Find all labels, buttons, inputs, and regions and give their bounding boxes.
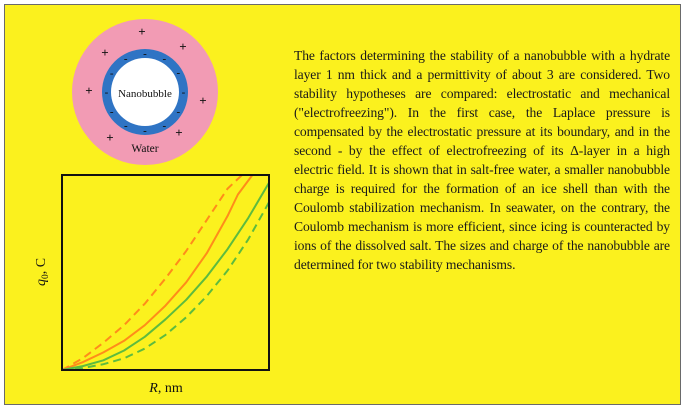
negative-charge-symbol: -	[123, 53, 128, 66]
series-line-3	[62, 183, 269, 370]
graphical-abstract-panel	[4, 4, 681, 405]
positive-charge-symbol: +	[138, 24, 146, 39]
negative-charge-symbol: -	[104, 86, 109, 99]
positive-charge-symbol: +	[106, 130, 114, 145]
y-axis-label	[34, 258, 51, 286]
negative-charge-symbol: -	[143, 125, 147, 137]
water-label: Water	[131, 143, 159, 155]
positive-charge-symbol: +	[85, 83, 93, 98]
negative-charge-symbol: -	[176, 67, 181, 80]
positive-charge-symbol: +	[175, 125, 183, 140]
negative-charge-symbol: -	[162, 119, 167, 132]
negative-charge-symbol: -	[109, 67, 114, 80]
negative-charge-symbol: -	[181, 86, 186, 99]
series-line-1	[62, 175, 242, 370]
negative-charge-symbol: -	[143, 48, 147, 60]
series-line-2	[62, 175, 252, 370]
nanobubble-diagram	[65, 17, 225, 167]
x-axis-variable: R	[149, 381, 158, 396]
plot-frame	[62, 175, 269, 370]
nanobubble-label: Nanobubble	[118, 88, 172, 100]
positive-charge-symbol: +	[179, 39, 187, 54]
charge-vs-radius-chart	[25, 171, 281, 401]
y-axis-unit: , C	[34, 257, 49, 275]
abstract-text: The factors determining the stability of a nanobubble with a hydrate layer 1 nm thick and a permittivity of about 3 are considered. Two stability hypotheses are compared: electrostatic and mechanical ("electrofreezing"). In the first case, the Laplace pressure is compensated by the electrostatic pressure at its boundary, and in the second - by the effect of electrofreezing of its Δ-layer in a high electric field. It is shown that in salt-free water, a smaller nanobubble charge is required for the formation of an ice shell than with the Coulomb stabilization mechanism. In seawater, on the contrary, the Coulomb mechanism is more efficient, since icing is counteracted by ions of the dissolved salt. The sizes and charge of the nanobubble are determined for two stability mechanisms.	[294, 48, 670, 272]
x-axis-unit: , nm	[157, 381, 183, 396]
positive-charge-symbol: +	[101, 45, 109, 60]
x-axis-label	[148, 381, 183, 396]
positive-charge-symbol: +	[199, 93, 207, 108]
y-axis-subscript: 0	[41, 274, 51, 280]
y-axis-variable: q	[34, 279, 49, 287]
series-line-4	[62, 202, 269, 370]
negative-charge-symbol: -	[123, 119, 128, 132]
series-layer	[62, 175, 269, 370]
negative-charge-symbol: -	[176, 105, 181, 118]
negative-charge-symbol: -	[162, 53, 167, 66]
negative-charge-symbol: -	[109, 105, 114, 118]
